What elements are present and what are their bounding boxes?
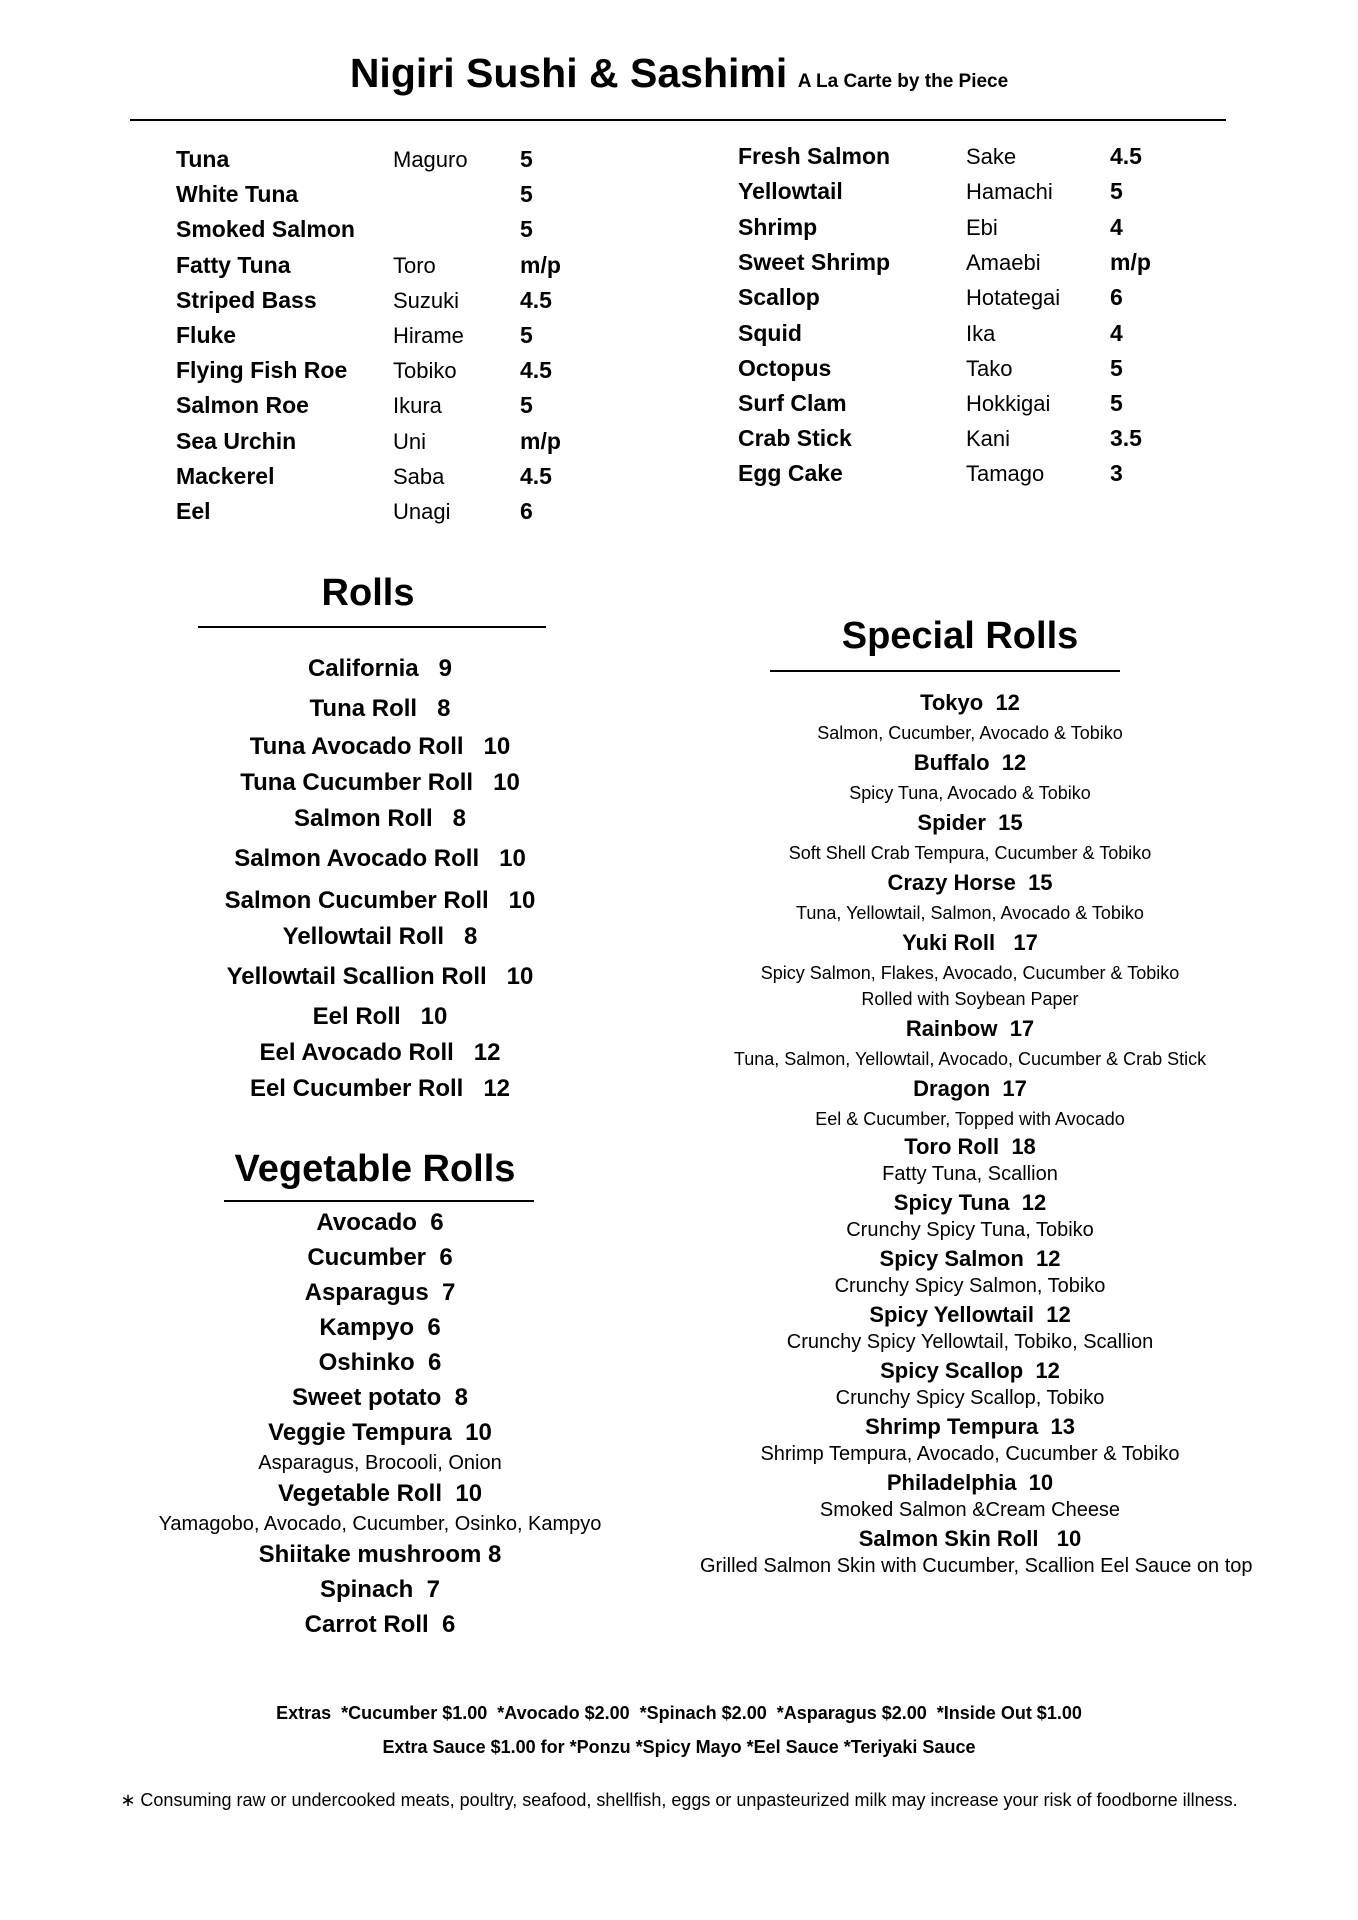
rolls-divider [198,626,546,628]
special-roll-description: Shrimp Tempura, Avocado, Cucumber & Tobiko [760,1443,1180,1465]
nigiri-item [176,357,596,393]
special-roll-item: Shrimp Tempura 13 [865,1414,1075,1439]
vegetable-roll-item: Carrot Roll 6 [304,1611,456,1638]
nigiri-japanese-name: Amaebi [966,250,1041,275]
nigiri-item [176,181,596,217]
special-roll-item: Rainbow 17 [905,1016,1035,1041]
special-roll-description: Spicy Salmon, Flakes, Avocado, Cucumber & Tobiko Rolled with Soybean Paper [760,963,1180,1009]
nigiri-item [176,392,596,428]
nigiri-item [738,284,1178,320]
nigiri-price: m/p [520,428,561,454]
nigiri-price: 4.5 [520,463,552,489]
nigiri-japanese-name: Tamago [966,461,1045,486]
nigiri-japanese-name: Maguro [393,147,468,172]
special-rolls-divider [770,670,1120,672]
vegetable-roll-item: Oshinko 6 [318,1349,442,1376]
special-roll-item: Yuki Roll 17 [902,930,1038,955]
nigiri-item [738,355,1178,391]
roll-item: Tuna Cucumber Roll 10 [240,769,520,796]
nigiri-price: 4 [1110,214,1123,240]
nigiri-item [738,214,1178,250]
special-roll-item: Philadelphia 10 [886,1470,1054,1495]
special-roll-description: Spicy Tuna, Avocado & Tobiko [849,783,1091,803]
nigiri-name: Crab Stick [738,425,852,451]
nigiri-japanese-name: Unagi [393,499,451,524]
nigiri-japanese-name: Hirame [393,323,464,348]
nigiri-item [738,143,1178,179]
special-rolls-heading: Special Rolls [841,615,1079,657]
nigiri-item [176,322,596,358]
nigiri-item [176,287,596,323]
special-roll-description: Crunchy Spicy Scallop, Tobiko [835,1387,1105,1409]
nigiri-price: 3.5 [1110,425,1142,451]
nigiri-japanese-name: Hotategai [966,285,1061,310]
nigiri-name: Flying Fish Roe [176,357,348,383]
nigiri-price: m/p [520,252,561,278]
nigiri-japanese-name: Tobiko [393,358,457,383]
nigiri-price: 5 [1110,355,1123,381]
nigiri-japanese-name: Sake [966,144,1017,169]
extra-sauce-line: Extra Sauce $1.00 for *Ponzu *Spicy Mayo *Eel Sauce *Teriyaki Sauce [382,1737,976,1757]
special-roll-item: Spider 15 [917,810,1023,835]
nigiri-name: Fatty Tuna [176,252,291,278]
special-roll-item: Buffalo 12 [913,750,1027,775]
nigiri-name: White Tuna [176,181,299,207]
nigiri-item [176,146,596,182]
roll-item: Salmon Roll 8 [293,805,467,832]
nigiri-name: Sea Urchin [176,428,297,454]
nigiri-name: Octopus [738,355,832,381]
special-roll-item: Spicy Yellowtail 12 [869,1302,1071,1327]
nigiri-item [738,460,1178,496]
nigiri-price: 5 [520,216,533,242]
nigiri-japanese-name: Toro [393,253,436,278]
nigiri-price: 4.5 [520,357,552,383]
vegetable-roll-item: Sweet potato 8 [291,1384,469,1411]
special-roll-description: Tuna, Yellowtail, Salmon, Avocado & Tobiko [796,903,1144,923]
nigiri-japanese-name: Hamachi [966,179,1053,204]
roll-item: California 9 [307,655,453,682]
nigiri-name: Mackerel [176,463,275,489]
special-roll-description: Soft Shell Crab Tempura, Cucumber & Tobiko [788,843,1152,863]
nigiri-japanese-name: Kani [966,426,1011,451]
special-roll-item: Salmon Skin Roll 10 [858,1526,1082,1551]
nigiri-price: 6 [520,498,533,524]
disclaimer: ∗ Consuming raw or undercooked meats, poultry, seafood, shellfish, eggs or unpasteurized milk may increase your risk of foodborne illness. [120,1790,1238,1810]
nigiri-price: 5 [520,392,533,418]
special-roll-description: Grilled Salmon Skin with Cucumber, Scallion Eel Sauce on top [700,1555,1253,1577]
nigiri-name: Surf Clam [738,390,847,416]
vegetable-roll-item: Spinach 7 [319,1576,441,1603]
nigiri-price: 4.5 [520,287,552,313]
nigiri-name: Smoked Salmon [176,216,355,242]
special-roll-description: Eel & Cucumber, Topped with Avocado [815,1109,1125,1129]
nigiri-price: 5 [1110,178,1123,204]
vegetable-roll-item: Cucumber 6 [307,1244,453,1271]
nigiri-name: Tuna [176,146,230,172]
nigiri-japanese-name: Ika [966,321,996,346]
roll-item: Tuna Roll 8 [309,695,451,722]
special-roll-description: Fatty Tuna, Scallion [882,1163,1058,1185]
nigiri-name: Shrimp [738,214,818,240]
nigiri-item [176,463,596,499]
nigiri-name: Squid [738,320,802,346]
special-roll-item: Crazy Horse 15 [887,870,1053,895]
roll-item: Eel Roll 10 [312,1003,448,1030]
special-roll-item: Tokyo 12 [920,690,1020,715]
nigiri-japanese-name: Uni [393,429,427,454]
nigiri-name: Salmon Roe [176,392,309,418]
nigiri-name: Scallop [738,284,820,310]
nigiri-item [176,252,596,288]
special-roll-description: Tuna, Salmon, Yellowtail, Avocado, Cucumber & Crab Stick [733,1049,1207,1069]
nigiri-japanese-name: Hokkigai [966,391,1051,416]
vegetable-roll-item: Vegetable Roll 10 [277,1480,483,1507]
vegetable-rolls-list [120,1205,640,1642]
special-roll-description: Crunchy Spicy Yellowtail, Tobiko, Scallion [786,1331,1154,1353]
special-rolls-list [700,686,1253,1580]
page-header [0,50,1358,97]
nigiri-japanese-name: Ebi [966,215,998,240]
special-roll-item: Dragon 17 [913,1076,1027,1101]
nigiri-price: 5 [1110,390,1123,416]
nigiri-name: Fluke [176,322,237,348]
special-roll-item: Spicy Salmon 12 [879,1246,1061,1271]
vegetable-rolls-heading: Vegetable Rolls [234,1148,516,1190]
nigiri-item [176,216,596,252]
vegetable-roll-item: Asparagus 7 [304,1279,456,1306]
nigiri-name: Sweet Shrimp [738,249,891,275]
nigiri-japanese-name: Suzuki [393,288,460,313]
nigiri-price: 4 [1110,320,1123,346]
nigiri-name: Fresh Salmon [738,143,891,169]
roll-item: Yellowtail Roll 8 [282,923,478,950]
roll-item: Eel Cucumber Roll 12 [249,1075,511,1102]
nigiri-item [176,498,596,534]
nigiri-japanese-name: Saba [393,464,445,489]
vegetable-roll-item: Veggie Tempura 10 [268,1419,492,1446]
special-roll-item: Spicy Scallop 12 [880,1358,1060,1383]
roll-item: Yellowtail Scallion Roll 10 [226,963,534,990]
nigiri-price: 3 [1110,460,1123,486]
special-roll-item: Spicy Tuna 12 [893,1190,1047,1215]
roll-item: Eel Avocado Roll 12 [259,1039,501,1066]
page-title: Nigiri Sushi & Sashimi [349,50,788,96]
vegetable-roll-item: Avocado 6 [316,1209,444,1236]
nigiri-item [738,249,1178,285]
nigiri-item [738,425,1178,461]
roll-item: Tuna Avocado Roll 10 [249,733,511,760]
vegetable-roll-item: Shiitake mushroom 8 [258,1541,502,1568]
vegetable-roll-description: Yamagobo, Avocado, Cucumber, Osinko, Kampyo [158,1513,602,1535]
nigiri-name: Egg Cake [738,460,843,486]
nigiri-japanese-name: Ikura [393,393,442,418]
nigiri-item [176,428,596,464]
nigiri-item [738,320,1178,356]
header-divider [130,119,1226,121]
vegetable-roll-item: Kampyo 6 [319,1314,441,1341]
nigiri-price: 5 [520,181,533,207]
nigiri-price: 4.5 [1110,143,1142,169]
nigiri-item [738,178,1178,214]
page-subtitle: A La Carte by the Piece [797,71,1009,92]
nigiri-price: 5 [520,322,533,348]
nigiri-price: 5 [520,146,533,172]
rolls-list [140,654,620,1104]
nigiri-price: 6 [1110,284,1123,310]
nigiri-name: Striped Bass [176,287,317,313]
vegetable-rolls-divider [224,1200,534,1202]
nigiri-name: Yellowtail [738,178,843,204]
nigiri-item [738,390,1178,426]
nigiri-japanese-name: Tako [966,356,1013,381]
special-roll-description: Smoked Salmon &Cream Cheese [819,1499,1121,1521]
special-roll-description: Crunchy Spicy Tuna, Tobiko [846,1219,1094,1241]
extras-line: Extras *Cucumber $1.00 *Avocado $2.00 *Spinach $2.00 *Asparagus $2.00 *Inside Out $1.00 [276,1703,1082,1723]
roll-item: Salmon Avocado Roll 10 [234,845,526,872]
special-roll-item: Toro Roll 18 [904,1134,1036,1159]
rolls-heading: Rolls [321,572,415,614]
nigiri-price: m/p [1110,249,1151,275]
special-roll-description: Salmon, Cucumber, Avocado & Tobiko [817,723,1123,743]
special-roll-description: Crunchy Spicy Salmon, Tobiko [834,1275,1106,1297]
roll-item: Salmon Cucumber Roll 10 [224,887,536,914]
nigiri-name: Eel [176,498,211,524]
vegetable-roll-description: Asparagus, Brocooli, Onion [258,1452,502,1474]
